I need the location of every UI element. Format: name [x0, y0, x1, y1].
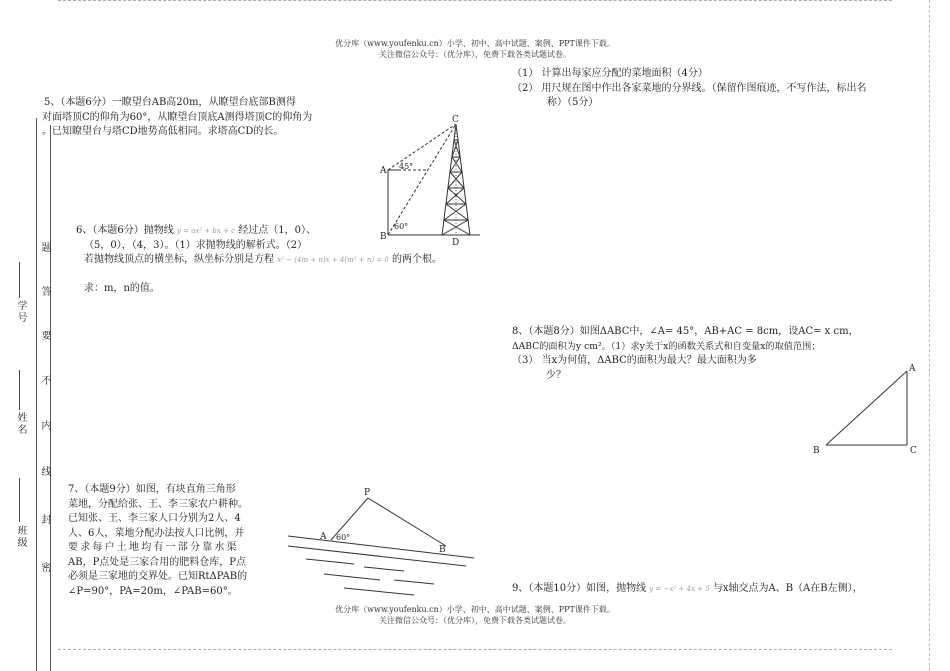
q6-line-2: （5，0），（4，3）。（1）求抛物线的解析式。（2） — [84, 239, 308, 251]
q6-line-3-a: 若抛物线顶点的横坐标，纵坐标分别是方程 — [84, 254, 274, 265]
binding-line-inner — [50, 125, 51, 671]
q8-line-1: 8、（本题8分）如图ΔABC中，∠A= 45°，AB+AC = 8cm，设AC= x cm， — [512, 326, 859, 337]
seal-char: 不 — [39, 375, 50, 387]
q7-line: AB，P点处是三家合用的肥料仓库，P点 — [68, 556, 247, 568]
seal-char: 密 — [39, 562, 50, 574]
q7-part-2b: 称）（5分） — [547, 97, 599, 108]
q7-line: 菜地，分配给张、王、李三家农户耕种。 — [68, 498, 248, 510]
q6-line-1 — [76, 224, 496, 239]
label-p: P — [364, 488, 371, 498]
seal-char: 线 — [39, 466, 50, 478]
binding-line-outer — [36, 118, 37, 671]
q6-line-3 — [76, 253, 496, 268]
seal-char: 封 — [39, 514, 50, 526]
seal-char: 答 — [39, 286, 50, 298]
q8-line-3: （3） 当x为何值，ΔABC的面积为最大？最大面积为多 — [512, 355, 757, 366]
label-b: B — [813, 446, 820, 456]
q7-part-1: （1） 计算出每家应分配的菜地面积（4分） — [512, 68, 708, 79]
label-a: A — [320, 532, 327, 542]
seal-char: 题 — [39, 242, 50, 254]
header-line-1: 优分库（www.youfenku.cn）小学、初中、高中试题、案例、PPT课件下载。 — [335, 39, 615, 48]
name-label: 姓名 — [15, 412, 26, 436]
q9-line-1-a: 9、（本题10分）如图，抛物线 — [512, 583, 647, 594]
q9-line-1-b: 与x轴交点为A、B（A在B左侧）， — [712, 583, 863, 594]
q8-line-2: ΔABC的面积为y cm²。（1）求y关于x的函数关系式和自变量x的取值范围； — [512, 340, 821, 352]
label-b: B — [380, 232, 387, 242]
label-b: B — [439, 545, 446, 555]
class-blank — [19, 478, 20, 522]
side-pb — [368, 498, 446, 546]
q9-formula: y = −x² + 4x + 5 — [649, 585, 710, 593]
water-stroke — [306, 559, 354, 564]
q7-line: 要求每户土地均有一部分靠水渠 — [68, 542, 239, 553]
student-id-label: 学号 — [15, 300, 26, 324]
angle-60: 60° — [394, 222, 409, 231]
header-line-2: 关注微信公众号：（优分库），免费下载各类试题试卷。 — [379, 50, 571, 59]
label-a: A — [909, 364, 916, 374]
water-stroke — [364, 567, 404, 571]
seal-char: 内 — [39, 420, 50, 432]
side-ba — [826, 371, 907, 445]
class-label: 班级 — [15, 525, 26, 549]
q7-line: 人、6人，菜地分配办法按人口比例，并 — [68, 527, 245, 539]
q8-line-4: 少？ — [546, 369, 566, 381]
label-d: D — [452, 238, 460, 248]
footer-line-2: 关注微信公众号：（优分库），免费下载各类试题试卷。 — [379, 616, 571, 625]
question-7 — [68, 483, 280, 599]
label-a: A — [380, 166, 387, 176]
q6-line-3-b: 的两个根。 — [392, 254, 443, 265]
name-blank — [19, 370, 20, 410]
footer-line-1: 优分库（www.youfenku.cn）小学、初中、高中试题、案例、PPT课件下载。 — [335, 605, 615, 614]
label-c: C — [452, 115, 459, 125]
q7-line: 7、（本题9分）如图，有块直角三角形 — [68, 484, 236, 495]
q5-line-3: 。已知瞭望台与塔CD地势高低相同。求塔高CD的长。 — [42, 126, 284, 137]
water-stroke — [394, 580, 434, 584]
top-dashed-border — [58, 0, 892, 1]
q6-formula-1: y = ax² + bx + c — [176, 227, 236, 235]
angle-60: 60° — [336, 533, 351, 542]
q6-line-4: 求：m，n的值。 — [84, 282, 160, 294]
question-9 — [512, 582, 932, 597]
q6-line-1-b: 经过点（1，0）、 — [238, 225, 317, 236]
label-c: C — [910, 446, 917, 456]
q7-field-figure — [284, 484, 476, 602]
q5-line-1: 5、（本题6分）一瞭望台AB高20m，从瞭望台底部B测得 — [44, 97, 296, 108]
water-stroke — [324, 574, 380, 580]
canal-bank-ab — [288, 536, 474, 558]
q7-part-2a: （2） 用尺规在图中作出各家菜地的分界线。（保留作图痕迹，不写作法，标出名 — [512, 82, 867, 94]
water-stroke — [344, 588, 414, 595]
right-dashed-border — [929, 0, 930, 671]
question-5 — [44, 96, 374, 140]
student-id-blank — [19, 262, 20, 298]
q6-line-1-a: 6、（本题6分）抛物线 — [76, 225, 174, 236]
q7-line: 已知张、王、李三家人口分别为2人、4 — [68, 513, 241, 524]
question-6 — [76, 224, 496, 296]
q5-line-2: 对面塔顶C的仰角为60°，从瞭望台顶底A测得塔顶C的仰角为 — [42, 111, 313, 123]
q7-line: 必须是三家地的交界处。已知RtΔPAB的 — [68, 571, 248, 582]
q8-triangle-figure — [808, 360, 926, 460]
q7-parts — [512, 67, 922, 111]
q7-line: ∠P=90°，PA=20m，∠PAB=60°。 — [68, 585, 238, 597]
page-footer — [0, 604, 950, 626]
seal-char: 要 — [39, 330, 50, 342]
angle-45: 45° — [399, 162, 414, 171]
bottom-dashed-border — [58, 649, 892, 650]
page-header — [0, 38, 950, 60]
q6-formula-2: x² − (4m + n)x + 4(m² + n) = 0 — [277, 256, 389, 264]
